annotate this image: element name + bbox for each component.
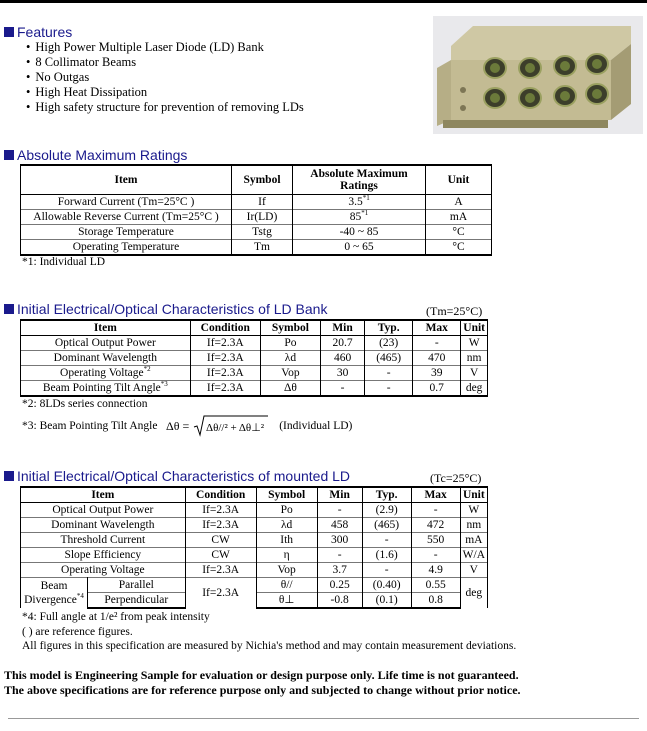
col-header: Symbol: [232, 165, 293, 195]
cell-item: Forward Current (Tm=25°C ): [21, 195, 232, 210]
cell-min: 30: [321, 366, 365, 381]
cell-condition: If=2.3A: [185, 518, 256, 533]
cell-symbol: Ir(LD): [232, 210, 293, 225]
col-header: Item: [21, 487, 186, 503]
cell-symbol: Ith: [256, 533, 317, 548]
feature-item: • No Outgas: [26, 70, 304, 85]
cell-unit: W/A: [460, 548, 487, 563]
disclaimer-line-1: This model is Engineering Sample for evaluation or design purpose only. Life time is not guaranteed.: [4, 668, 519, 682]
abs-max-heading: Absolute Maximum Ratings: [4, 147, 187, 163]
feature-item: • High Heat Dissipation: [26, 85, 304, 100]
cell-typ: -: [365, 366, 413, 381]
cell-unit: mA: [460, 533, 487, 548]
bank-table: [20, 319, 488, 397]
col-header: Typ.: [362, 487, 411, 503]
table-row: [21, 210, 492, 225]
cell-min: -: [317, 503, 362, 518]
disclaimer-line-2: The above specifications are for reference purpose only and subjected to change without prior notice.: [4, 683, 521, 697]
cell-typ: (465): [362, 518, 411, 533]
cell-condition: CW: [185, 548, 256, 563]
cell-min: -0.8: [317, 593, 362, 609]
feature-item: • 8 Collimator Beams: [26, 55, 304, 70]
table-row: [21, 336, 488, 351]
cell-unit: °C: [426, 225, 492, 240]
bottom-rule: [8, 718, 639, 719]
cell-unit: W: [461, 336, 488, 351]
mounted-table: [20, 486, 488, 609]
cell-item: Beam Pointing Tilt Angle$^{*3}$: [21, 381, 191, 397]
cell-typ: (0.1): [362, 593, 411, 609]
cell-max: 550: [411, 533, 460, 548]
footnote-1: *1: Individual LD: [22, 256, 106, 268]
cell-unit: A: [426, 195, 492, 210]
cell-max: 0.55: [411, 578, 460, 593]
cell-symbol: Po: [256, 503, 317, 518]
cell-unit: nm: [461, 351, 488, 366]
cell-max: -: [411, 503, 460, 518]
cell-value: 3.5$^{*1}$: [293, 195, 426, 210]
tilt-angle-formula: [166, 414, 270, 438]
mounted-heading: Initial Electrical/Optical Characteristics of mounted LD: [4, 468, 350, 484]
table-row: [21, 225, 492, 240]
cell-item: Operating Voltage: [21, 563, 186, 578]
col-header: Max: [411, 487, 460, 503]
bank-condition: (Tm=25°C): [426, 304, 483, 318]
cell-max: -: [411, 548, 460, 563]
section-marker-icon: [4, 304, 14, 314]
cell-unit: W: [460, 503, 487, 518]
cell-max: -: [413, 336, 461, 351]
cell-item: Optical Output Power: [21, 336, 191, 351]
col-header: Unit: [461, 320, 488, 336]
cell-typ: (0.40): [362, 578, 411, 593]
cell-typ: (1.6): [362, 548, 411, 563]
cell-min: 0.25: [317, 578, 362, 593]
cell-min: 20.7: [321, 336, 365, 351]
cell-max: 0.7: [413, 381, 461, 397]
reference-note: ( ) are reference figures.: [22, 626, 133, 638]
col-header: Condition: [190, 320, 260, 336]
section-marker-icon: [4, 27, 14, 37]
section-marker-icon: [4, 150, 14, 160]
cell-typ: -: [365, 381, 413, 397]
cell-value: 0 ~ 65: [293, 240, 426, 256]
svg-text:Δθ//² + Δθ⊥²: Δθ//² + Δθ⊥²: [206, 422, 265, 435]
table-row: [21, 366, 488, 381]
cell-symbol: Po: [260, 336, 320, 351]
abs-max-table: [20, 164, 492, 256]
cell-unit: V: [461, 366, 488, 381]
cell-typ: (465): [365, 351, 413, 366]
features-heading: Features: [4, 24, 72, 40]
cell-symbol: Vop: [256, 563, 317, 578]
cell-condition: If=2.3A: [190, 366, 260, 381]
cell-symbol: η: [256, 548, 317, 563]
bank-heading: Initial Electrical/Optical Characteristics of LD Bank: [4, 301, 327, 317]
cell-subitem: Perpendicular: [88, 593, 186, 609]
col-header: Max: [413, 320, 461, 336]
cell-min: 460: [321, 351, 365, 366]
cell-symbol: λd: [260, 351, 320, 366]
cell-symbol: Δθ: [260, 381, 320, 397]
cell-typ: (23): [365, 336, 413, 351]
cell-unit: deg: [461, 381, 488, 397]
cell-condition: If=2.3A: [185, 578, 256, 609]
cell-item: Slope Efficiency: [21, 548, 186, 563]
cell-item: Operating Voltage$^{*2}$: [21, 366, 191, 381]
table-row: [21, 548, 488, 563]
cell-symbol: λd: [256, 518, 317, 533]
col-header: Condition: [185, 487, 256, 503]
col-header: Min: [321, 320, 365, 336]
cell-value: 85$^{*1}$: [293, 210, 426, 225]
cell-item: Threshold Current: [21, 533, 186, 548]
cell-symbol: Tstg: [232, 225, 293, 240]
cell-unit: °C: [426, 240, 492, 256]
cell-unit: deg: [460, 578, 487, 609]
table-row: [21, 563, 488, 578]
cell-unit: nm: [460, 518, 487, 533]
cell-typ: -: [362, 533, 411, 548]
cell-min: 3.7: [317, 563, 362, 578]
col-header: Symbol: [260, 320, 320, 336]
cell-unit: V: [460, 563, 487, 578]
cell-min: 300: [317, 533, 362, 548]
table-header-row: [21, 165, 492, 195]
cell-condition: If=2.3A: [190, 336, 260, 351]
cell-min: -: [321, 381, 365, 397]
col-header: Typ.: [365, 320, 413, 336]
cell-typ: -: [362, 563, 411, 578]
cell-item: Storage Temperature: [21, 225, 232, 240]
cell-value: -40 ~ 85: [293, 225, 426, 240]
cell-item: Allowable Reverse Current (Tm=25°C ): [21, 210, 232, 225]
table-row: [21, 381, 488, 397]
footnote-4: *4: Full angle at 1/e² from peak intensity: [22, 611, 210, 623]
col-header: Absolute Maximum Ratings: [293, 165, 426, 195]
col-header: Symbol: [256, 487, 317, 503]
cell-symbol: θ//: [256, 578, 317, 593]
mounted-condition: (Tc=25°C): [430, 471, 482, 485]
cell-typ: (2.9): [362, 503, 411, 518]
col-header: Unit: [426, 165, 492, 195]
cell-item: Optical Output Power: [21, 503, 186, 518]
feature-item: • High safety structure for prevention of removing LDs: [26, 100, 304, 115]
cell-max: 470: [413, 351, 461, 366]
feature-item: • High Power Multiple Laser Diode (LD) Bank: [26, 40, 304, 55]
cell-condition: If=2.3A: [190, 351, 260, 366]
cell-condition: If=2.3A: [190, 381, 260, 397]
cell-item: Dominant Wavelength: [21, 518, 186, 533]
cell-unit: mA: [426, 210, 492, 225]
table-header-row: [21, 320, 488, 336]
cell-condition: If=2.3A: [185, 563, 256, 578]
footnote-2: *2: 8LDs series connection: [22, 398, 148, 410]
table-row: [21, 518, 488, 533]
features-list: [26, 40, 304, 115]
cell-max: 39: [413, 366, 461, 381]
col-header: Min: [317, 487, 362, 503]
cell-min: 458: [317, 518, 362, 533]
table-row: [21, 195, 492, 210]
col-header: Item: [21, 165, 232, 195]
col-header: Unit: [460, 487, 487, 503]
cell-symbol: θ⊥: [256, 593, 317, 609]
cell-subitem: Parallel: [88, 578, 186, 593]
table-header-row: [21, 487, 488, 503]
col-header: Item: [21, 320, 191, 336]
top-rule: [0, 0, 647, 3]
cell-max: 4.9: [411, 563, 460, 578]
ld-bank-product-photo: [433, 16, 643, 134]
table-row: [21, 533, 488, 548]
svg-text:Δθ =: Δθ =: [166, 419, 190, 434]
section-marker-icon: [4, 471, 14, 481]
table-row: [21, 351, 488, 366]
cell-symbol: Tm: [232, 240, 293, 256]
cell-condition: If=2.3A: [185, 503, 256, 518]
cell-symbol: Vop: [260, 366, 320, 381]
cell-max: 0.8: [411, 593, 460, 609]
cell-item: Dominant Wavelength: [21, 351, 191, 366]
measurement-note: All figures in this specification are measured by Nichia's method and may contain measurement deviations.: [22, 640, 517, 652]
cell-min: -: [317, 548, 362, 563]
cell-item-divergence: Beam Divergence$^{*4}$: [21, 578, 88, 609]
table-row: [21, 503, 488, 518]
cell-symbol: If: [232, 195, 293, 210]
cell-max: 472: [411, 518, 460, 533]
cell-condition: CW: [185, 533, 256, 548]
table-row: [21, 240, 492, 256]
cell-item: Operating Temperature: [21, 240, 232, 256]
footnote-3: *3: Beam Pointing Tilt Angle Δθ = Δθ//² + Δθ⊥² (Individual LD): [22, 414, 352, 438]
table-row: [21, 578, 488, 593]
